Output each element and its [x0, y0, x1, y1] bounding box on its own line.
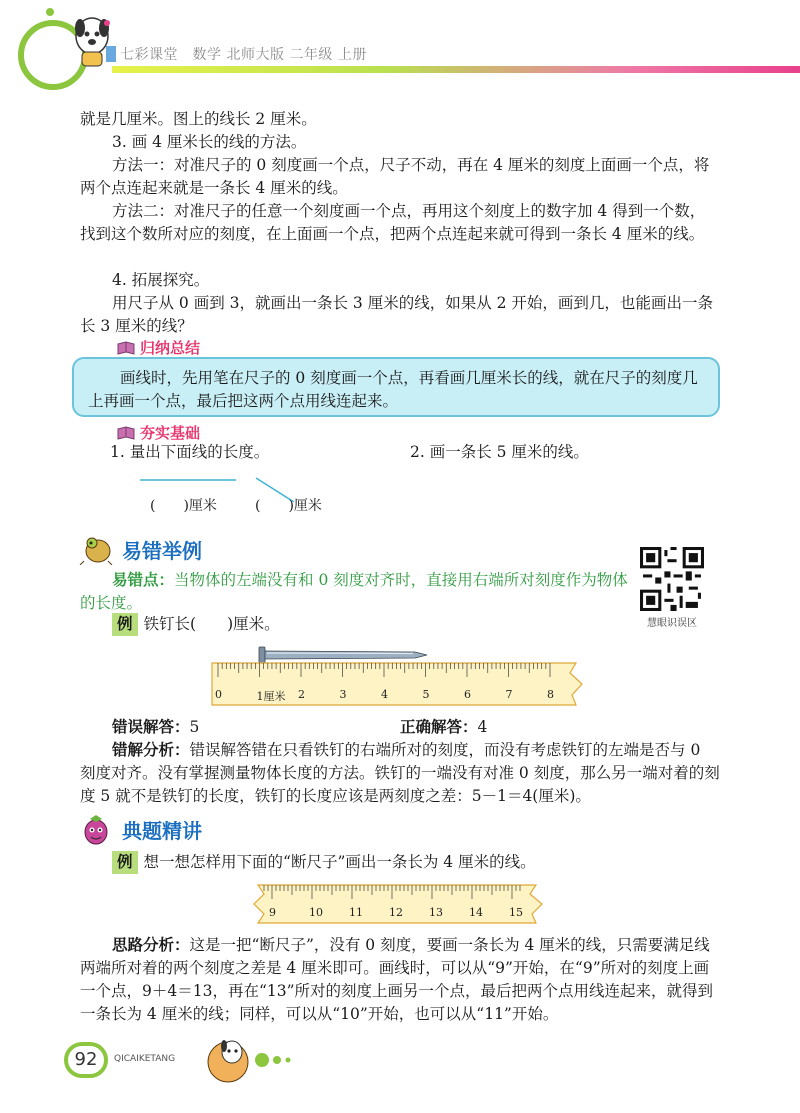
typical-analysis-label: 思路分析： — [112, 936, 190, 954]
error-analysis-text: 错误解答错在只看铁钉的右端所对的刻度，而没有考虑铁钉的左端是否与 0 刻度对齐。没有掌握测量物体长度的方法。铁钉的一端没有对准 0 刻度，那么另一端对着的刻度 5 就不是铁钉的长度，铁钉的长度应该是两刻度之差：5－1＝4(厘米)。 — [80, 741, 720, 805]
header-dot — [46, 8, 54, 16]
qr-code-icon[interactable] — [640, 547, 704, 611]
typical-section-heading — [78, 813, 202, 845]
ruler-number: 2 — [298, 688, 305, 701]
error-point-text: 当物体的左端没有和 0 刻度对齐时，直接用右端所对刻度作为物体的长度。 — [80, 571, 628, 612]
basics-question-1: 1. 量出下面线的长度。 — [110, 443, 270, 461]
typical-analysis-text: 这是一把“断尺子”，没有 0 刻度，要画一条长为 4 厘米的线，只需要满足线两端所对着的两个刻度之差是 4 厘米即可。画线时，可以从“9”开始，在“9”所对的刻度上画一个点，9＋4＝13，再在“13”所对的刻度上画另一个点，最后把两个点用线连起来，就得到一条长为 4 厘米的线；同样，可以从“10”开始，也可以从“11”开始。 — [80, 936, 714, 1023]
item4-text: 用尺子从 0 画到 3，就画出一条长 3 厘米的线，如果从 2 开始，画到几，也能画出一条长 3 厘米的线？ — [80, 294, 713, 335]
footer-brand: QICAIKETANG — [114, 1054, 176, 1064]
ruler-number: 15 — [509, 906, 523, 919]
ruler-number: 6 — [464, 688, 471, 701]
book-icon — [116, 426, 136, 440]
example-badge: 例 — [112, 613, 138, 636]
error-example — [112, 613, 512, 636]
ruler-number: 8 — [547, 688, 554, 701]
blank-answer-2[interactable]: ( )厘米 — [255, 498, 322, 514]
page-header — [0, 0, 800, 90]
intro-line: 就是几厘米。图上的线长 2 厘米。 — [80, 110, 317, 128]
typical-example — [112, 851, 712, 874]
error-point — [80, 569, 630, 615]
summary-box — [72, 357, 720, 417]
header-title: 七彩课堂 数学 北师大版 二年级 上册 — [120, 47, 367, 63]
ruler-number: 11 — [349, 906, 363, 919]
beetle-mascot-icon — [78, 533, 114, 565]
error-example-text: 铁钉长( )厘米。 — [143, 615, 280, 633]
summary-tag — [116, 337, 200, 358]
page-number: 92 — [64, 1042, 108, 1078]
item3-title: 3. 画 4 厘米长的线的方法。 — [112, 133, 307, 151]
method1-text: 方法一：对准尺子的 0 刻度画一个点，尺子不动，再在 4 厘米的刻度上面画一个点，将两个点连起来就是一条长 4 厘米的线。 — [80, 156, 710, 197]
errors-section-title: 易错举例 — [122, 538, 202, 563]
ruler-number: 10 — [309, 906, 323, 919]
example-badge: 例 — [112, 851, 138, 874]
basics-question-2: 2. 画一条长 5 厘米的线。 — [410, 443, 589, 461]
wrong-answer-label: 错误解答： — [112, 718, 190, 736]
header-dot — [104, 20, 110, 26]
ruler-number: 0 — [215, 688, 222, 701]
ruler-number: 7 — [505, 688, 513, 701]
footer-mascot-icon — [198, 1030, 298, 1090]
basics-tag-label: 夯实基础 — [140, 424, 201, 442]
error-analysis-label: 错解分析： — [112, 741, 190, 759]
ruler-number: 12 — [389, 906, 403, 919]
typical-example-text: 想一想怎样用下面的“断尺子”画出一条长为 4 厘米的线。 — [143, 853, 536, 871]
wrong-answer — [112, 716, 412, 739]
typical-analysis — [80, 934, 720, 1026]
typical-section-title: 典题精讲 — [122, 818, 202, 843]
blank-answer-1[interactable]: ( )厘米 — [150, 498, 217, 514]
basics-tag — [116, 422, 200, 443]
ruler-number: 3 — [339, 688, 347, 701]
ruler-number: 4 — [381, 688, 388, 701]
errors-section-heading — [78, 533, 202, 565]
summary-tag-label: 归纳总结 — [140, 339, 201, 357]
method2-text: 方法二：对准尺子的任意一个刻度画一个点，再用这个刻度上的数字加 4 得到一个数，找到这个数所对应的刻度，在上面画一个点，把两个点连起来就可得到一条长 4 厘米的线。 — [80, 202, 706, 243]
ruler-number: 1厘米 — [256, 690, 286, 703]
right-answer — [400, 716, 700, 739]
item4-title: 4. 拓展探究。 — [112, 271, 210, 289]
right-answer-label: 正确解答： — [400, 718, 478, 736]
ruler-number: 5 — [422, 688, 430, 701]
qr-code-label: 慧眼识误区 — [647, 618, 697, 629]
ruler-number: 13 — [429, 906, 443, 919]
header-color-bar — [112, 66, 800, 73]
ruler-number: 9 — [269, 906, 276, 919]
error-analysis — [80, 739, 720, 808]
eggplant-mascot-icon — [78, 813, 114, 845]
summary-text: 画线时，先用笔在尺子的 0 刻度画一个点，再看画几厘米长的线，就在尺子的刻度几上再画一个点，最后把这两个点用线连起来。 — [88, 369, 698, 410]
wrong-answer-value: 5 — [189, 718, 200, 736]
error-point-label: 易错点： — [112, 571, 175, 589]
book-icon — [116, 341, 136, 355]
right-answer-value: 4 — [477, 718, 488, 736]
ruler-number: 14 — [469, 906, 483, 919]
